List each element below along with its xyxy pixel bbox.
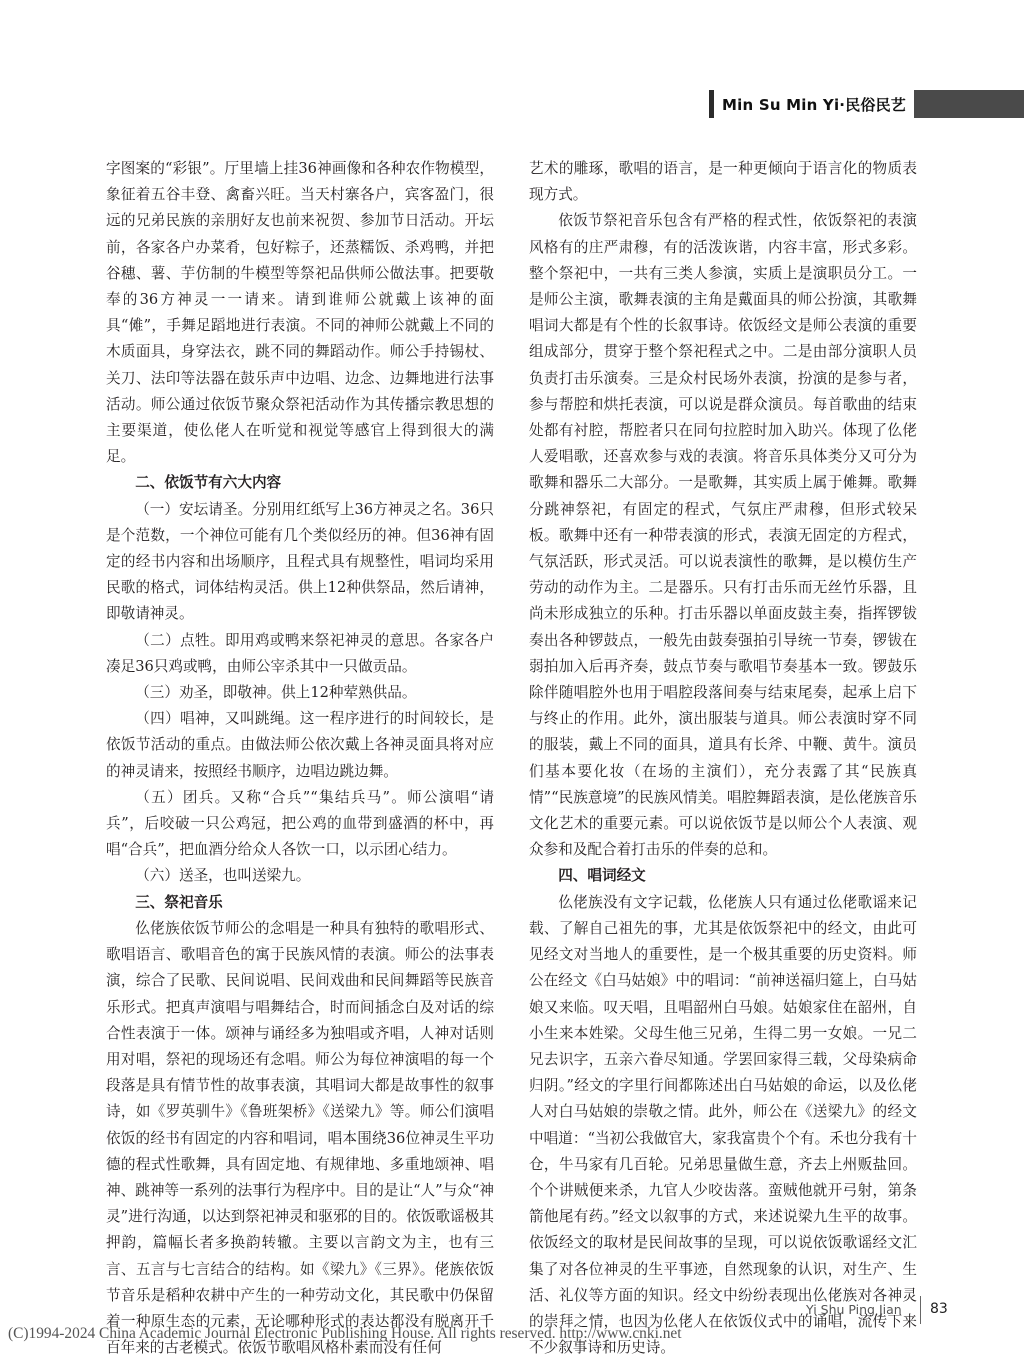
right-column <box>529 156 917 1361</box>
paragraph: （一）安坛请圣。分别用红纸写上36方神灵之名。36只是个范数，一个神位可能有几个类似经历的神。但36神有固定的经书内容和出场顺序，且程式具有规整性，唱词均采用民歌的格式，词体结构灵活。供上12种供祭品，然后请神，即敬请神灵。 <box>106 500 494 623</box>
paragraph: （五）团兵。又称“合兵”“集结兵马”。师公演唱“请兵”，后咬破一只公鸡冠，把公鸡的血带到盛酒的杯中，再唱“合兵”，把血酒分给众人各饮一口，以示团心结力。 <box>106 788 494 859</box>
paragraph: 艺术的雕琢，歌唱的语言，是一种更倾向于语言化的物质表现方式。 <box>529 160 917 204</box>
section-heading: 四、唱词经文 <box>558 867 646 885</box>
paragraph: 仫佬族依饭节师公的念唱是一种具有独特的歌唱形式、歌唱语言、歌唱音色的寓于民族风情的表演。师公的法事表演，综合了民歌、民间说唱、民间戏曲和民间舞蹈等民族音乐形式。把真声演唱与唱舞结合，时而间插念白及对话的综合性表演于一体。颂神与诵经多为独唱或齐唱，人神对话则用对唱，祭祀的现场还有念唱。师公为每位神演唱的每一个段落是具有情节性的故事表演，其唱词大都是故事性的叙事诗，如《罗英驯牛》《鲁班架桥》《送梁九》等。师公们演唱依饭的经书有固定的内容和唱词，唱本围绕36位神灵生平功德的程式性歌舞，具有固定地、有规律地、多重地颂神、唱神、跳神等一系列的法事行为程序中。目的是让“人”与众“神灵”进行沟通，以达到祭祀神灵和驱邪的目的。依饭歌谣极其押韵，篇幅长者多换韵转辙。主要以言韵文为主，也有三言、五言与七言结合的结构。如《梁九》《三界》。佬族依饭节音乐是稻种农耕中产生的一种劳动文化，其民歌中仍保留着一种原生态的元素，无论哪种形式的表达都没有脱离开千百年来的古老模式。依饭节歌唱风格朴素而没有任何 <box>106 919 494 1357</box>
header-bar-right <box>914 90 1024 118</box>
section-heading: 三、祭祀音乐 <box>135 893 223 911</box>
footer-journal-name: Yi Shu Ping Jian <box>806 1302 902 1317</box>
paragraph: 仫佬族没有文字记载，仫佬族人只有通过仫佬歌谣来记载、了解自己祖先的事，尤其是依饭祭祀中的经文，由此可见经文对当地人的重要性，是一个极其重要的历史资料。师公在经文《白马姑娘》中的唱词：“前神送福归筵上，白马姑娘又来临。叹天唱，且唱韶州白马娘。姑娘家住在韶州，自小生来本姓梁。父母生他三兄弟，生得二男一女娘。一兄二兄去识字，五亲六眷尽知通。学罢回家得三载，父母染病命归阴。”经文的字里行间都陈述出白马姑娘的命运，以及仫佬人对白马姑娘的崇敬之情。此外，师公在《送梁九》的经文中唱道：“当初公我做官大，家我富贵个个有。禾也分我有十仓，牛马家有几百轮。兄弟思量做生意，齐去上州贩盐回。个个讲贼便来杀，九官人少咬齿落。蛮贼他就开弓射，第条箭他尾有药。”经文以叙事的方式，来述说梁九生平的故事。依饭经文的取材是民间故事的呈现，可以说依饭歌谣经文汇集了对各位神灵的生平事迹，自然现象的认识，对生产、生活、礼仪等方面的知识。经文中纷纷表现出仫佬族对各神灵的崇拜之情，也因为仫佬人在依饭仪式中的诵唱，流传下来不少叙事诗和历史诗。 <box>529 893 917 1357</box>
paragraph: （六）送圣，也叫送梁九。 <box>135 867 311 885</box>
running-header <box>709 88 1024 120</box>
paragraph: （三）劝圣，即敬神。供上12种荤熟供品。 <box>135 684 417 702</box>
footer-divider <box>920 1296 921 1324</box>
header-bar-left <box>709 90 714 118</box>
section-heading: 二、依饭节有六大内容 <box>135 474 282 492</box>
header-title: Min Su Min Yi·民俗民艺 <box>722 95 906 114</box>
paragraph: 字图案的“彩银”。厅里墙上挂36神画像和各种农作物模型，象征着五谷丰登、禽畜兴旺。当天村寨各户，宾客盈门，很远的兄弟民族的亲朋好友也前来祝贺、参加节日活动。开坛前，各家各户办菜肴，包好粽子，还蒸糯饭、杀鸡鸭，并把谷穗、薯、芋仿制的牛模型等祭祀品供师公做法事。把要敬奉的36方神灵一一请来。请到谁师公就戴上该神的面具“傩”，手舞足蹈地进行表演。不同的神师公就戴上不同的木质面具，身穿法衣，跳不同的舞蹈动作。师公手持锡杖、关刀、法印等法器在鼓乐声中边唱、边念、边舞地进行法事活动。师公通过依饭节聚众祭祀活动作为其传播宗教思想的主要渠道，使仫佬人在听觉和视觉等感官上得到很大的满足。 <box>106 160 494 466</box>
paragraph: （四）唱神，又叫跳绳。这一程序进行的时间较长，是依饭节活动的重点。由做法师公依次戴上各神灵面具将对应的神灵请来，按照经书顺序，边唱边跳边舞。 <box>106 710 494 780</box>
copyright-watermark: (C)1994-2024 China Academic Journal Electronic Publishing House. All rights reserved. http://www.cnki.net <box>8 1325 682 1342</box>
page-number: 83 <box>930 1301 948 1317</box>
paragraph: 依饭节祭祀音乐包含有严格的程式性，依饭祭祀的表演风格有的庄严肃穆，有的活泼诙谐，内容丰富，形式多彩。整个祭祀中，一共有三类人参演，实质上是演职员分工。一是师公主演，歌舞表演的主角是戴面具的师公扮演，其歌舞唱词大都是有个性的长叙事诗。依饭经文是师公表演的重要组成部分，贯穿于整个祭祀程式之中。二是由部分演职人员负责打击乐演奏。三是众村民场外表演，扮演的是参与者，参与帮腔和烘托表演，可以说是群众演员。每首歌曲的结束处都有衬腔，帮腔者只在同句拉腔时加入助兴。体现了仫佬人爱唱歌，还喜欢参与戏的表演。将音乐具体类分又可分为歌舞和器乐二大部分。一是歌舞，其实质上属于傩舞。歌舞分跳神祭祀，有固定的程式，气氛庄严肃穆，但形式较呆板。歌舞中还有一种带表演的形式，表演无固定的方程式，气氛活跃，形式灵活。可以说表演性的歌舞，是以模仿生产劳动的动作为主。二是器乐。只有打击乐而无丝竹乐器，且尚未形成独立的乐种。打击乐器以单面皮鼓主奏，指挥锣钹奏出各种锣鼓点，一般先由鼓奏强拍引导统一节奏，锣钹在弱拍加入后再齐奏，鼓点节奏与歌唱节奏基本一致。锣鼓乐除伴随唱腔外也用于唱腔段落间奏与结束尾奏，起承上启下与终止的作用。此外，演出服装与道具。师公表演时穿不同的服装，戴上不同的面具，道具有长斧、中鞭、黄牛。演员们基本要化妆（在场的主演们），充分表露了其“民族真情”“民族意境”的民族风情美。唱腔舞蹈表演，是仫佬族音乐文化艺术的重要元素。可以说依饭节是以师公个人表演、观众参和及配合着打击乐的伴奏的总和。 <box>529 212 917 859</box>
left-column <box>106 156 494 1361</box>
paragraph: （二）点牲。即用鸡或鸭来祭祀神灵的意思。各家各户凑足36只鸡或鸭，由师公宰杀其中一只做贡品。 <box>106 631 494 675</box>
